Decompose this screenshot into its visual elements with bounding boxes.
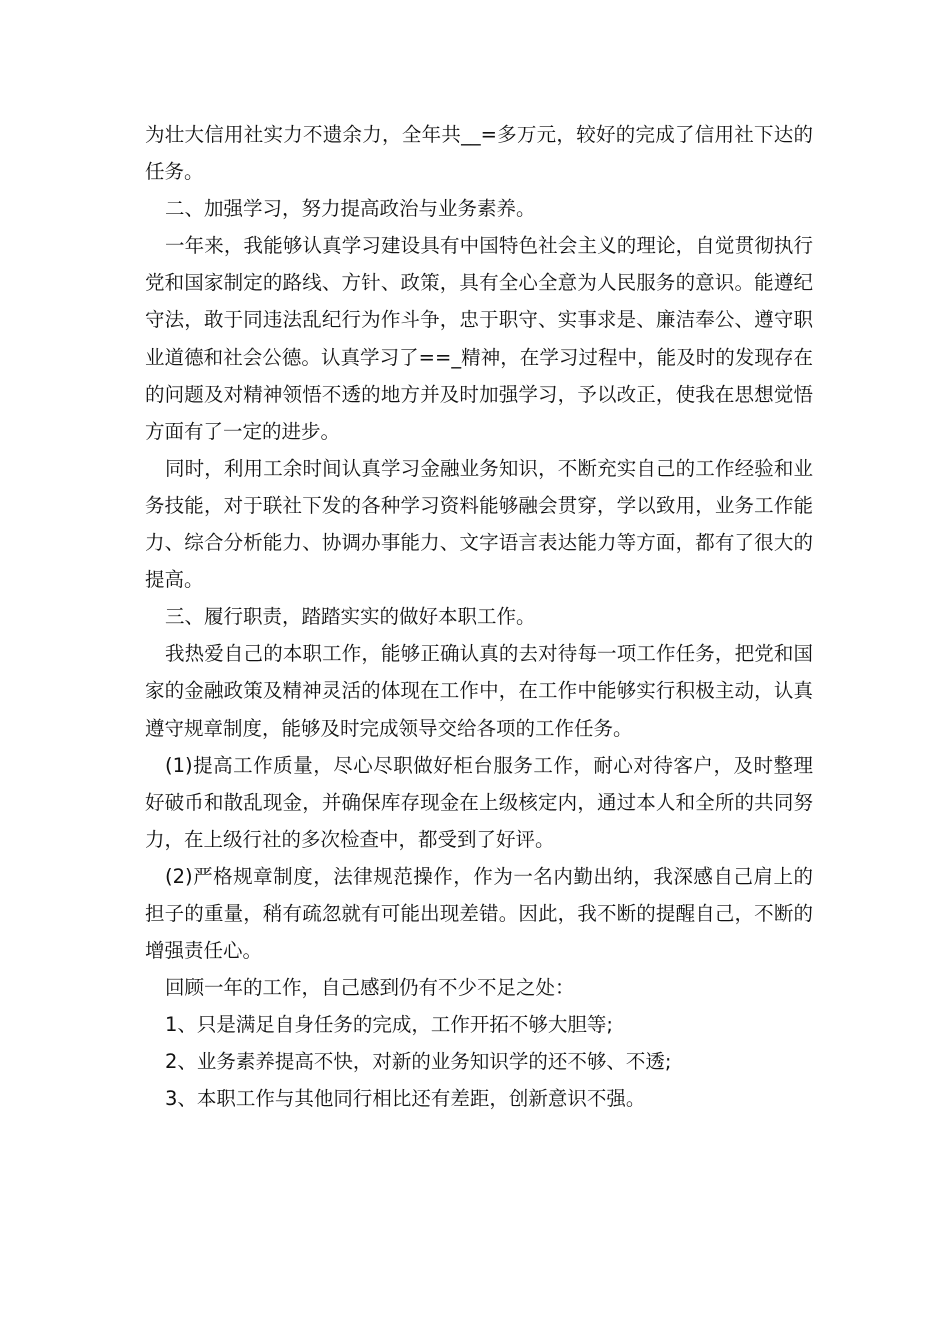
section-heading-duties: 三、履行职责，踏踏实实的做好本职工作。: [165, 605, 536, 629]
list-item-shortcoming-2: 2、业务素养提高不快，对新的业务知识学的还不够、不透;: [165, 1050, 672, 1074]
paragraph-political-study: 一年来，我能够认真学习建设具有中国特色社会主义的理论，自觉贯彻执行党和国家制定的路线、方针、政策，具有全心全意为人民服务的意识。能遵纪守法，敢于同违法乱纪行为作斗争，忠于职守、实事求是、廉洁奉公、遵守职业道德和社会公德。认真学习了==_精神，在学习过程中，能及时的发现存在的问题及对精神领悟不透的地方并及时加强学习，予以改正，使我在思想觉悟方面有了一定的进步。: [145, 234, 813, 443]
paragraph-business-study: 同时，利用工余时间认真学习金融业务知识，不断充实自己的工作经验和业务技能，对于联社下发的各种学习资料能够融会贯穿，学以致用，业务工作能力、综合分析能力、协调办事能力、文字语言表达能力等方面，都有了很大的提高。: [145, 456, 813, 592]
paragraph-shortcomings-intro: 回顾一年的工作，自己感到仍有不少不足之处：: [165, 976, 575, 1000]
paragraph-regulations: (2)严格规章制度，法律规范操作，作为一名内勤出纳，我深感自己肩上的担子的重量，稍有疏忽就有可能出现差错。因此，我不断的提醒自己，不断的增强责任心。: [145, 864, 813, 963]
paragraph-work-attitude: 我热爱自己的本职工作，能够正确认真的去对待每一项工作任务，把党和国家的金融政策及精神灵活的体现在工作中，在工作中能够实行积极主动，认真遵守规章制度，能够及时完成领导交给各项的工作任务。: [145, 642, 813, 740]
paragraph-work-quality: (1)提高工作质量，尽心尽职做好柜台服务工作，耐心对待客户，及时整理好破币和散乱现金，并确保库存现金在上级核定内，通过本人和全所的共同努力，在上级行社的多次检查中，都受到了好评。: [145, 753, 813, 851]
section-heading-study: 二、加强学习，努力提高政治与业务素养。: [165, 197, 536, 221]
list-item-shortcoming-3: 3、本职工作与其他同行相比还有差距，创新意识不强。: [165, 1087, 646, 1111]
paragraph-task-completion: 为壮大信用社实力不遗余力，全年共__=多万元，较好的完成了信用社下达的任务。: [145, 123, 813, 184]
document-body: [145, 116, 813, 1118]
list-item-shortcoming-1: 1、只是满足自身任务的完成，工作开拓不够大胆等;: [165, 1013, 613, 1037]
